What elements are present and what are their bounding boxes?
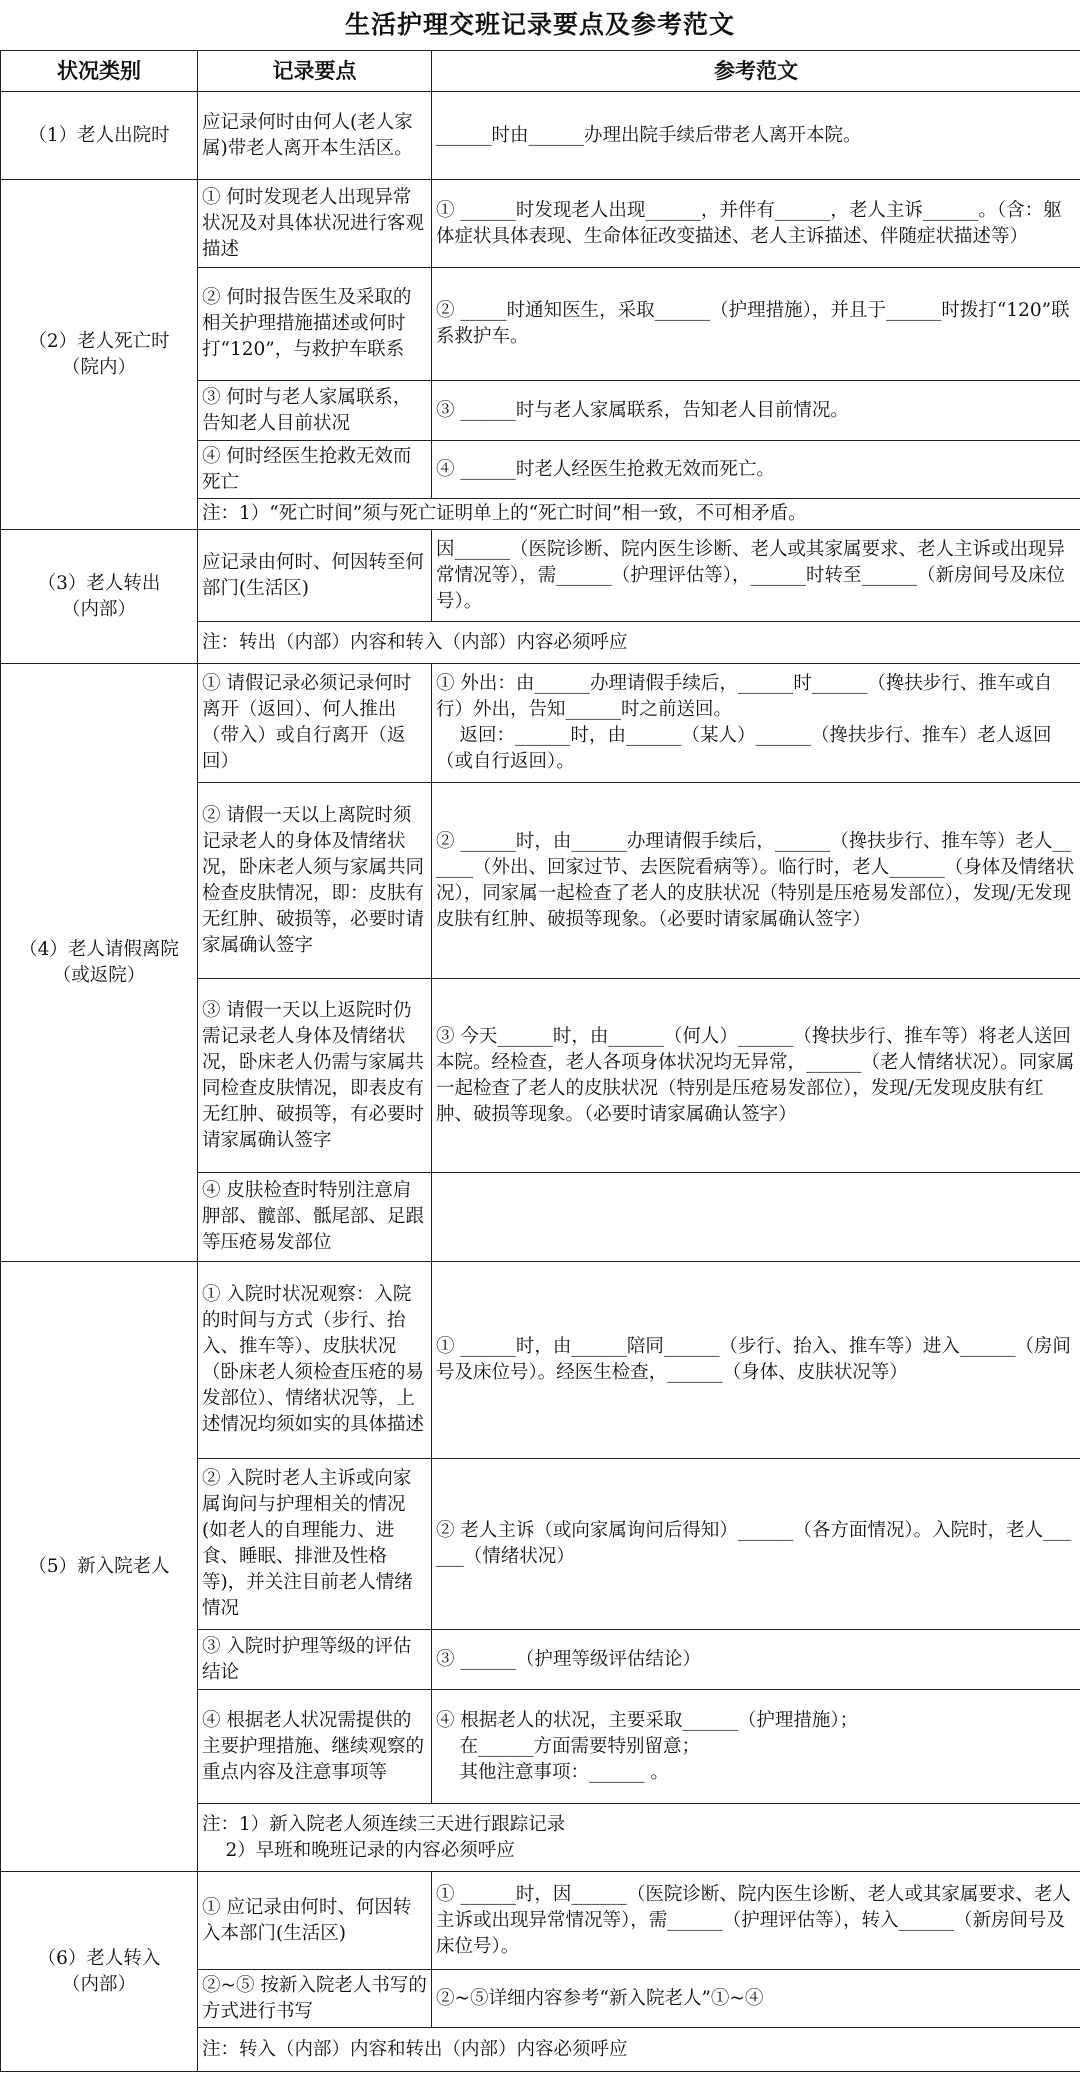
category-cell: （3）老人转出 （内部） — [1, 530, 198, 664]
sample-cell: ① ______时发现老人出现______，并伴有______，老人主诉______。（含：躯体症状具体表现、生命体征改变描述、老人主诉描述、伴随症状描述等） — [432, 180, 1080, 268]
points-cell: ② 入院时老人主诉或向家属询问与护理相关的情况(如老人的自理能力、进食、睡眠、排泄及性格等)，并关注目前老人情绪情况 — [198, 1459, 432, 1630]
sample-cell: ① ______时，因______（医院诊断、院内医生诊断、老人或其家属要求、老人主诉或出现异常情况等），需______（护理评估等），转入______（新房间号及床位号）。 — [432, 1872, 1080, 1970]
table-row — [1, 1872, 1080, 1970]
points-cell: ① 何时发现老人出现异常状况及对具体状况进行客观描述 — [198, 180, 432, 268]
points-cell: ④ 根据老人状况需提供的主要护理措施、继续观察的重点内容及注意事项等 — [198, 1690, 432, 1804]
points-cell: ① 应记录由何时、何因转入本部门(生活区) — [198, 1872, 432, 1970]
sample-cell: ② _____时通知医生，采取______（护理措施），并且于______时拨打“120”联系救护车。 — [432, 268, 1080, 381]
sample-cell: 因______（医院诊断、院内医生诊断、老人或其家属要求、老人主诉或出现异常情况等），需______（护理评估等），______时转至______（新房间号及床位号）。 — [432, 530, 1080, 622]
points-cell: ④ 何时经医生抢救无效而死亡 — [198, 441, 432, 499]
sample-cell: ③ ______（护理等级评估结论） — [432, 1630, 1080, 1690]
points-cell: ③ 请假一天以上返院时仍需记录老人身体及情绪状况，卧床老人仍需与家属共同检查皮肤情况，即表皮有无红肿、破损等，有必要时请家属确认签字 — [198, 979, 432, 1173]
header-category: 状况类别 — [1, 51, 198, 92]
sample-cell: ③ 今天______时，由______（何人）______（搀扶步行、推车等）将老人送回本院。经检查，老人各项身体状况均无异常，______（老人情绪状况）。同家属一起检查了老人的皮肤状况（特别是压疮易发部位），发现/无发现皮肤有红肿、破损等现象。（必要时请家属确认签字） — [432, 979, 1080, 1173]
sample-cell: ① 外出：由______办理请假手续后，______时______（搀扶步行、推车或自行）外出，告知______时之前送回。 返回：______时，由______（某人）______（搀扶步行、推车）老人返回（或自行返回）。 — [432, 664, 1080, 783]
points-cell: ① 入院时状况观察：入院的时间与方式（步行、抬入、推车等）、皮肤状况（卧床老人须检查压疮的易发部位）、情绪状况等，上述情况均须如实的具体描述 — [198, 1262, 432, 1459]
sample-cell: ② ______时，由______办理请假手续后，______（搀扶步行、推车等）老人______（外出、回家过节、去医院看病等）。临行时，老人______（身体及情绪状况），同家属一起检查了老人的皮肤状况（特别是压疮易发部位），发现/无发现皮肤有红肿、破损等现象。（必要时请家属确认签字） — [432, 783, 1080, 979]
note-cell: 注：转出（内部）内容和转入（内部）内容必须呼应 — [198, 622, 1080, 664]
points-cell: ② 何时报告医生及采取的相关护理措施描述或何时打“120”，与救护车联系 — [198, 268, 432, 381]
sample-cell: ② 老人主诉（或向家属询问后得知）______（各方面情况）。入院时，老人______（情绪状况） — [432, 1459, 1080, 1630]
table-row — [1, 530, 1080, 622]
points-cell: ②~⑤ 按新入院老人书写的方式进行书写 — [198, 1970, 432, 2028]
note-cell: 注：1）“死亡时间”须与死亡证明单上的“死亡时间”相一致，不可相矛盾。 — [198, 499, 1080, 530]
points-cell: ③ 入院时护理等级的评估结论 — [198, 1630, 432, 1690]
points-cell: 应记录由何时、何因转至何部门(生活区) — [198, 530, 432, 622]
points-cell: ② 请假一天以上离院时须记录老人的身体及情绪状况，卧床老人须与家属共同检查皮肤情况，即：皮肤有无红肿、破损等，必要时请家属确认签字 — [198, 783, 432, 979]
sample-cell: ④ ______时老人经医生抢救无效而死亡。 — [432, 441, 1080, 499]
note-cell: 注：1）新入院老人须连续三天进行跟踪记录 2）早班和晚班记录的内容必须呼应 — [198, 1804, 1080, 1872]
handover-table — [0, 50, 1080, 2072]
sample-cell: ______时由______办理出院手续后带老人离开本院。 — [432, 92, 1080, 180]
table-header-row — [1, 51, 1080, 92]
category-cell: （4）老人请假离院 （或返院） — [1, 664, 198, 1262]
points-cell: 应记录何时由何人(老人家属)带老人离开本生活区。 — [198, 92, 432, 180]
note-cell: 注：转入（内部）内容和转出（内部）内容必须呼应 — [198, 2028, 1080, 2072]
points-cell: ③ 何时与老人家属联系，告知老人目前状况 — [198, 381, 432, 441]
table-row — [1, 180, 1080, 268]
header-sample: 参考范文 — [432, 51, 1080, 92]
sample-cell: ④ 根据老人的状况，主要采取______（护理措施）； 在______方面需要特别留意； 其他注意事项：______ 。 — [432, 1690, 1080, 1804]
category-cell: （5）新入院老人 — [1, 1262, 198, 1872]
sample-cell: ③ ______时与老人家属联系，告知老人目前情况。 — [432, 381, 1080, 441]
category-cell: （6）老人转入 （内部） — [1, 1872, 198, 2072]
points-cell: ① 请假记录必须记录何时离开（返回）、何人推出（带入）或自行离开（返回） — [198, 664, 432, 783]
table-row — [1, 92, 1080, 180]
points-cell: ④ 皮肤检查时特别注意肩胛部、髋部、骶尾部、足跟等压疮易发部位 — [198, 1173, 432, 1262]
sample-cell: ① ______时，由______陪同______（步行、抬入、推车等）进入______（房间号及床位号）。经医生检查，______（身体、皮肤状况等） — [432, 1262, 1080, 1459]
table-row — [1, 1262, 1080, 1459]
table-row — [1, 664, 1080, 783]
sample-cell — [432, 1173, 1080, 1262]
header-points: 记录要点 — [198, 51, 432, 92]
category-cell: （1）老人出院时 — [1, 92, 198, 180]
sample-cell: ②~⑤详细内容参考“新入院老人”①~④ — [432, 1970, 1080, 2028]
document-title: 生活护理交班记录要点及参考范文 — [344, 10, 735, 39]
category-cell: （2）老人死亡时 （院内） — [1, 180, 198, 530]
